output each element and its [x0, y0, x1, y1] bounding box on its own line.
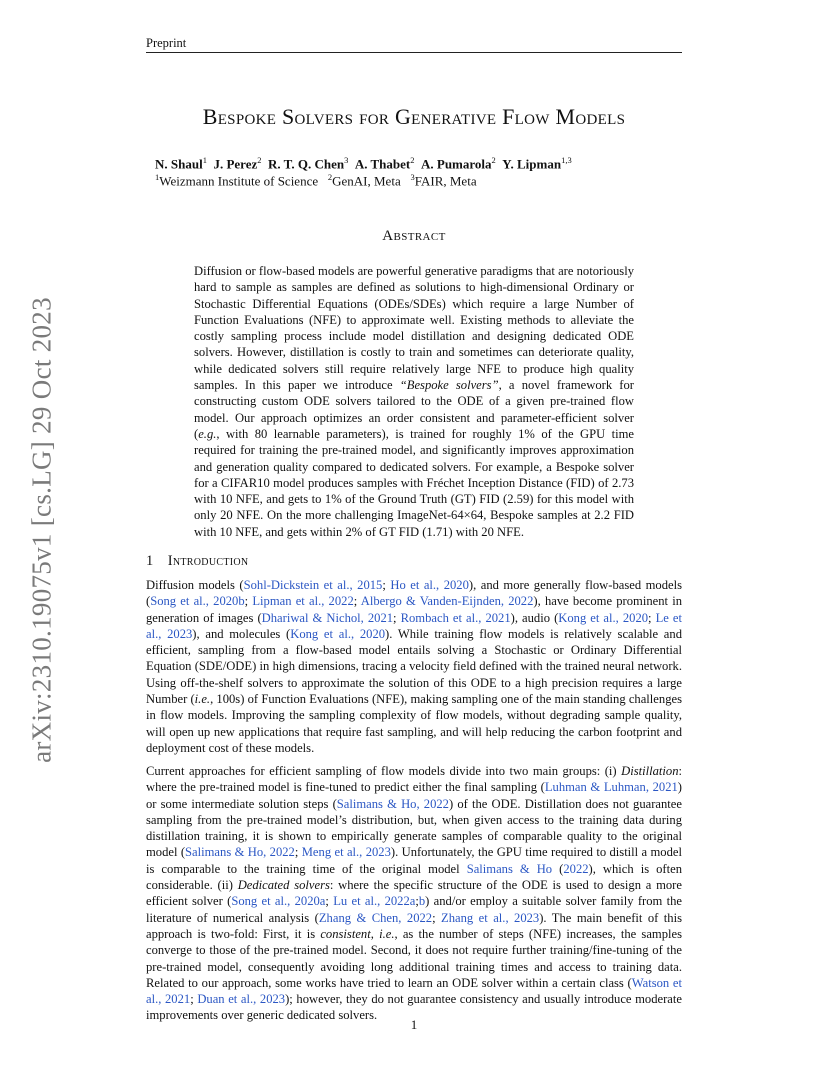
header-rule: [146, 52, 682, 53]
body-text: ), and more generally flow-based models (: [146, 578, 682, 609]
affiliation-name: Weizmann Institute of Science: [159, 173, 319, 189]
body-text: ). Unfortunately, the GPU time required to distill a model is comparable to the training time of the original model: [146, 845, 682, 876]
section-heading-introduction: [146, 553, 248, 570]
section-number: 1: [146, 553, 154, 569]
body-text: ,: [370, 926, 380, 941]
body-text: ;: [648, 610, 656, 625]
author-affiliation-mark: 1: [202, 155, 207, 165]
citation-link[interactable]: Meng et al., 2023: [301, 845, 391, 860]
body-text: Current approaches for efficient sampling of flow models divide into two main groups: (i): [146, 764, 622, 778]
citation-link[interactable]: Sohl-Dickstein et al., 2015: [243, 578, 383, 592]
emphasis: Distillation: [621, 764, 679, 778]
body-text: ;: [393, 610, 401, 625]
author-affiliation-mark: 3: [344, 155, 349, 165]
citation-link[interactable]: Rombach et al., 2021: [400, 610, 511, 625]
citation-link[interactable]: Salimans & Ho, 2022: [185, 845, 295, 860]
body-text: ), have become prominent in generation of images (: [146, 594, 683, 625]
citation-link[interactable]: Song et al., 2020b: [150, 594, 245, 609]
section-title: Introduction: [167, 553, 249, 569]
paper-title: Bespoke Solvers for Generative Flow Models: [202, 104, 626, 129]
body-text: : where the pre-trained model is fine-tuned to predict either the final sampling (: [146, 764, 682, 795]
body-text: , 100s) of Function Evaluations (NFE), making sampling one of the main standing challenges in flow models. Improving the sampling complexity of flow models, without degrading sample quality, will open up new applications that require fast sampling, and will help reducing the carbon footprint and deployment cost of these models.: [146, 692, 682, 755]
body-text: ;: [190, 992, 198, 1007]
citation-link[interactable]: 2022: [563, 861, 589, 876]
body-text: ), audio (: [510, 610, 559, 625]
citation-link[interactable]: Zhang et al., 2023: [441, 910, 540, 925]
running-header: Preprint: [146, 36, 187, 50]
body-text: ;: [353, 594, 361, 609]
citation-link[interactable]: Lipman et al., 2022: [252, 594, 354, 609]
citation-link[interactable]: Luhman & Luhman, 2021: [544, 780, 678, 795]
citation-link[interactable]: Kong et al., 2020: [290, 626, 386, 641]
paragraph: [146, 763, 682, 1024]
citation-link[interactable]: Duan et al., 2023: [197, 992, 286, 1007]
citation-link[interactable]: Salimans & Ho, 2022: [336, 796, 449, 811]
citation-link[interactable]: Kong et al., 2020: [558, 610, 649, 625]
affiliation-mark: 3: [410, 172, 415, 182]
body-text: (: [552, 861, 564, 876]
body-text: : where the specific structure of the ODE is used to design a more efficient solver (: [146, 878, 682, 909]
citation-link[interactable]: b: [418, 894, 426, 909]
citation-link[interactable]: Song et al., 2020a: [231, 894, 326, 909]
body-text: ) or some intermediate solution steps (: [146, 780, 682, 811]
citation-link[interactable]: Ho et al., 2020: [390, 578, 469, 592]
author-affiliation-mark: 2: [257, 155, 262, 165]
citation-link[interactable]: Le et al., 2023: [146, 610, 683, 641]
body-text: ), and molecules (: [192, 626, 291, 641]
body-text: ;: [325, 894, 334, 909]
author-affiliation-mark: 1,3: [561, 155, 572, 165]
body-text: , as the number of steps (NFE) increases, the samples converge to those of the pre-trained model. Second, it does not require further training/fine-tuning of the pre-trained model, consequently avoiding long additional training times and access to training data. Related to our approach, some works have tried to learn an ODE solver within a certain class (: [146, 926, 683, 990]
paragraph: [146, 577, 682, 756]
body-text: Diffusion models (: [146, 578, 244, 592]
author-name: R. T. Q. Chen: [268, 156, 345, 172]
body-text: ;: [432, 910, 442, 925]
body-text: ), which is often considerable. (ii): [146, 861, 683, 893]
body-text: ) of the ODE. Distillation does not guarantee sampling from the pre-trained model’s distribution, but, when given access to the training data during distillation training, it is shown to empirically generate samples of comparable quality to the original model (: [146, 796, 682, 860]
affiliation-name: FAIR, Meta: [414, 173, 477, 189]
citation-link[interactable]: Salimans & Ho: [466, 861, 553, 876]
author-name: N. Shaul: [155, 156, 203, 172]
page-number: 1: [410, 1017, 418, 1032]
emphasis: i.e.: [194, 692, 211, 707]
emphasis: i.e.: [379, 926, 395, 941]
body-text: ;: [244, 594, 253, 609]
body-text: ). While training flow models is relatively scalable and efficient, sampling from a flow-based model entails solving a Stochastic or Ordinary Differential Equation (SDE/ODE) in high dimensions, tracing a velocity field defined with the trained neural network. Using off-the-shelf solvers to approximate the solution of this ODE to a high precision requires a large Number (: [146, 626, 682, 707]
body-text: ); however, they do not guarantee consistency and usually introduce moderate improvements over generic dedicated solvers.: [146, 992, 682, 1023]
abstract-text: Diffusion or flow-based models are powerful generative paradigms that are notoriously hard to sample as samples are defined as solutions to high-dimensional Ordinary or Stochastic Differential Equations (ODEs/SDEs) which require a large Number of Function Evaluations (NFE) to approximate well. Existing methods to alleviate the costly sampling process include model distillation and designing dedicated ODE solvers. However, distillation is costly to train and sometimes can deteriorate quality, while dedicated solvers still require relatively large NFE to produce high quality samples. In this paper we introduce “Bespoke solvers”, a novel framework for constructing custom ODE solvers tailored to the ODE of a given pre-trained flow model. Our approach optimizes an order consistent and parameter-efficient solver (e.g., with 80 learnable parameters), is trained for roughly 1% of the GPU time required for training the pre-trained model, and significantly improves approximation and generation quality compared to dedicated solvers. For example, a Bespoke solver for a CIFAR10 model produces samples with Fréchet Inception Distance (FID) of 2.73 with 10 NFE, and gets to 1% of the Ground Truth (GT) FID (2.59) for this model with only 20 NFE. On the more challenging ImageNet-64×64, Bespoke samples at 2.2 FID with 10 NFE, and gets within 2% of GT FID (1.71) with 20 NFE.: [194, 264, 634, 539]
author-name: A. Pumarola: [420, 156, 492, 172]
affiliation-mark: 2: [327, 172, 333, 182]
affiliation-list: [155, 172, 477, 189]
body-text: ;: [294, 845, 302, 860]
citation-link[interactable]: Zhang & Chen, 2022: [318, 910, 433, 925]
affiliation-name: GenAI, Meta: [332, 173, 401, 189]
emphasis: consistent: [320, 926, 371, 941]
citation-link[interactable]: Watson et al., 2021: [146, 975, 683, 1007]
arxiv-stamp: arXiv:2310.19075v1 [cs.LG] 29 Oct 2023: [26, 297, 57, 763]
author-name: Y. Lipman: [502, 156, 562, 172]
author-list: [155, 155, 572, 172]
author-name: A. Thabet: [354, 156, 411, 172]
abstract-heading: Abstract: [382, 228, 446, 244]
body-text: ;: [382, 578, 391, 592]
emphasis: Dedicated solvers: [237, 878, 330, 893]
affiliation-mark: 1: [155, 172, 160, 182]
citation-link[interactable]: Dhariwal & Nichol, 2021: [261, 610, 394, 625]
author-affiliation-mark: 2: [491, 155, 496, 165]
citation-link[interactable]: Lu et al., 2022a: [333, 894, 416, 909]
body-text: ). The main benefit of this approach is two-fold: First, it is: [146, 910, 682, 941]
author-name: J. Perez: [213, 156, 258, 172]
citation-link[interactable]: Albergo & Vanden-Eijnden, 2022: [360, 594, 534, 609]
body-text: ) and/or employ a suitable solver family from the literature of numerical analysis (: [146, 894, 682, 925]
author-affiliation-mark: 2: [410, 155, 415, 165]
body-text: ;: [415, 894, 419, 909]
